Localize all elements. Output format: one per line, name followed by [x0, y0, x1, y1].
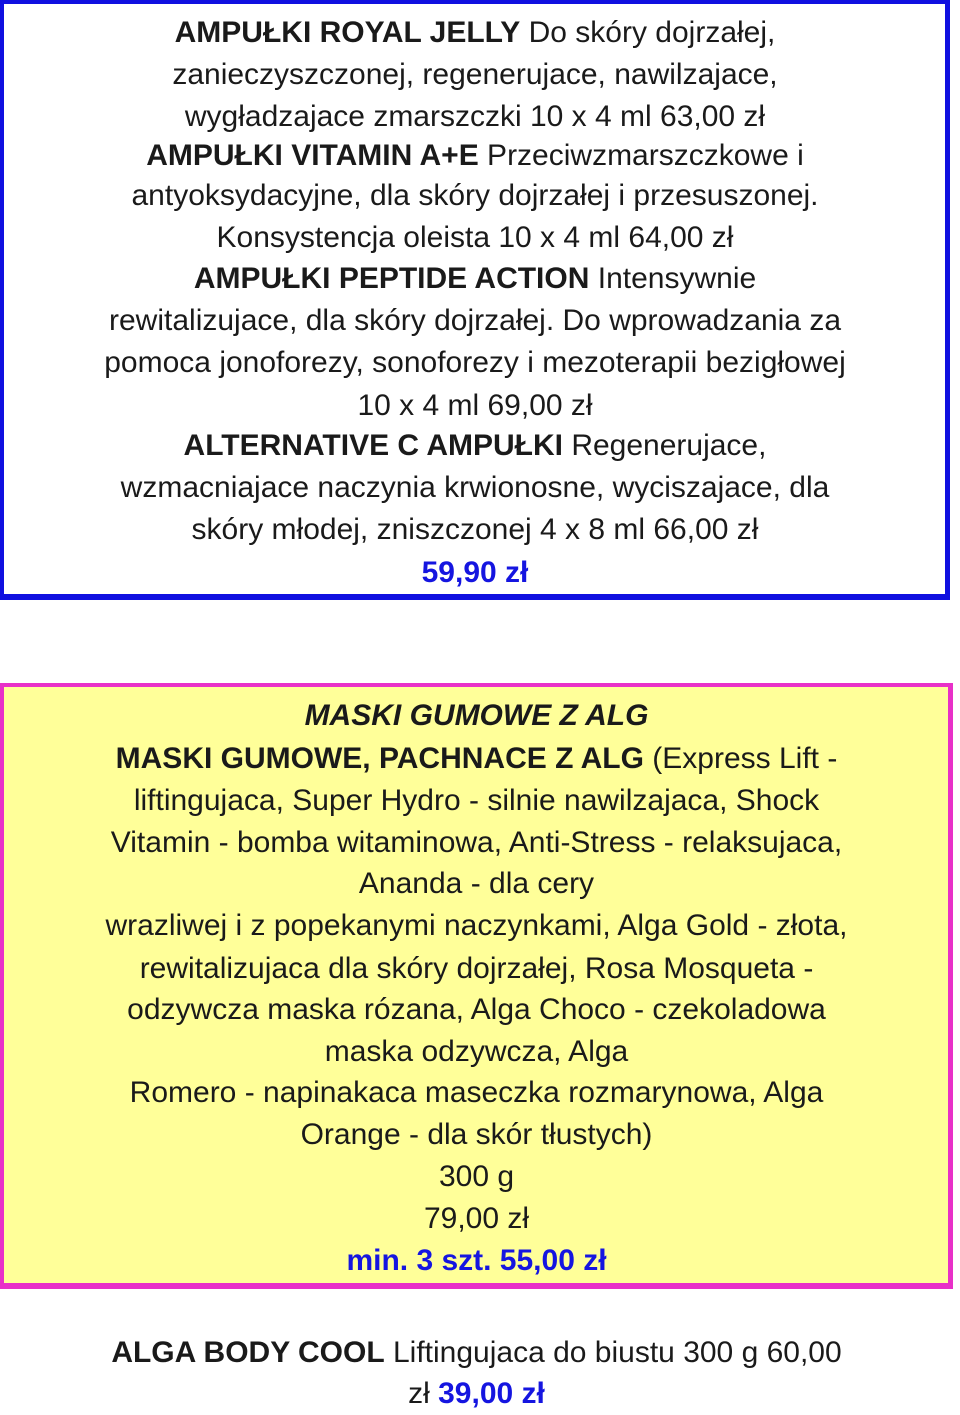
rubber-masks-line-5: wrazliwej i z popekanymi naczynkami, Alga Gold - złota, [105, 909, 848, 942]
alternative-c-line-3: skóry młodej, zniszczonej 4 x 8 ml 66,00 zł [191, 513, 759, 546]
rubber-masks-line-4: Ananda - dla cery [358, 867, 595, 900]
peptide-name: AMPUŁKI PEPTIDE ACTION [193, 262, 590, 295]
alternative-c-line-2: wzmacniajace naczynia krwionosne, wyciszajace, dla [120, 471, 830, 504]
rubber-masks-line-1 [0, 739, 953, 779]
peptide-line-4: 10 x 4 ml 69,00 zł [357, 389, 593, 422]
rubber-masks-weight: 300 g [438, 1160, 515, 1193]
vitamin-ae-name: AMPUŁKI VITAMIN A+E [146, 139, 479, 172]
rubber-masks-line-7: odzywcza maska rózana, Alga Choco - czekoladowa [127, 993, 826, 1026]
vitamin-ae-line-3: Konsystencja oleista 10 x 4 ml 64,00 zł [216, 221, 734, 254]
rubber-masks-line-6: rewitalizujaca dla skóry dojrzałej, Rosa Mosqueta - [139, 952, 814, 985]
vitamin-ae-line-1 [0, 136, 950, 176]
body-cool-line-1 [0, 1333, 953, 1373]
body-cool-line-2 [0, 1374, 953, 1414]
royal-jelly-desc-1: Do skóry dojrzałej, [520, 16, 776, 49]
alternative-c-name: ALTERNATIVE C AMPUŁKI [183, 429, 563, 462]
rubber-masks-line-3: Vitamin - bomba witaminowa, Anti-Stress - relaksujaca, [110, 826, 843, 859]
rubber-masks-line-9: Romero - napinakaca maseczka rozmarynowa, Alga [129, 1076, 824, 1109]
rubber-masks-title: MASKI GUMOWE Z ALG [304, 699, 649, 732]
rubber-masks-price: 79,00 zł [423, 1202, 530, 1235]
body-cool-name: ALGA BODY COOL [111, 1336, 385, 1369]
royal-jelly-line-1 [0, 13, 950, 53]
body-cool-desc: Liftingujaca do biustu 300 g 60,00 [384, 1336, 842, 1369]
peptide-line-2: rewitalizujace, dla skóry dojrzałej. Do wprowadzania za [109, 304, 841, 337]
vitamin-ae-line-2: antyoksydacyjne, dla skóry dojrzałej i przesuszonej. [131, 179, 819, 212]
rubber-masks-name: MASKI GUMOWE, PACHNACE Z ALG [115, 742, 644, 775]
rubber-masks-line-8: maska odzywcza, Alga [324, 1035, 629, 1068]
royal-jelly-line-3: wygładzajace zmarszczki 10 x 4 ml 63,00 zł [184, 100, 766, 133]
rubber-masks-line-2: liftingujaca, Super Hydro - silnie nawilzajaca, Shock [133, 784, 820, 817]
royal-jelly-name: AMPUŁKI ROYAL JELLY [174, 16, 521, 49]
peptide-line-3: pomoca jonoforezy, sonoforezy i mezoterapii bezigłowej [104, 346, 846, 379]
rubber-masks-line-10: Orange - dla skór tłustych) [300, 1118, 653, 1151]
ampoules-promo-price: 59,90 zł [421, 556, 529, 589]
body-cool-currency: zł [408, 1377, 439, 1410]
body-cool-promo-price: 39,00 zł [438, 1377, 545, 1410]
rubber-masks-desc-1: (Express Lift - [643, 742, 838, 775]
vitamin-ae-desc-1: Przeciwzmarszczkowe i [478, 139, 804, 172]
royal-jelly-line-2: zanieczyszczonej, regenerujace, nawilzajace, [172, 58, 778, 91]
peptide-line-1 [0, 259, 950, 299]
peptide-desc-1: Intensywnie [589, 262, 757, 295]
alternative-c-desc-1: Regenerujace, [562, 429, 767, 462]
rubber-masks-bulk-price: min. 3 szt. 55,00 zł [346, 1244, 607, 1277]
alternative-c-line-1 [0, 426, 950, 466]
